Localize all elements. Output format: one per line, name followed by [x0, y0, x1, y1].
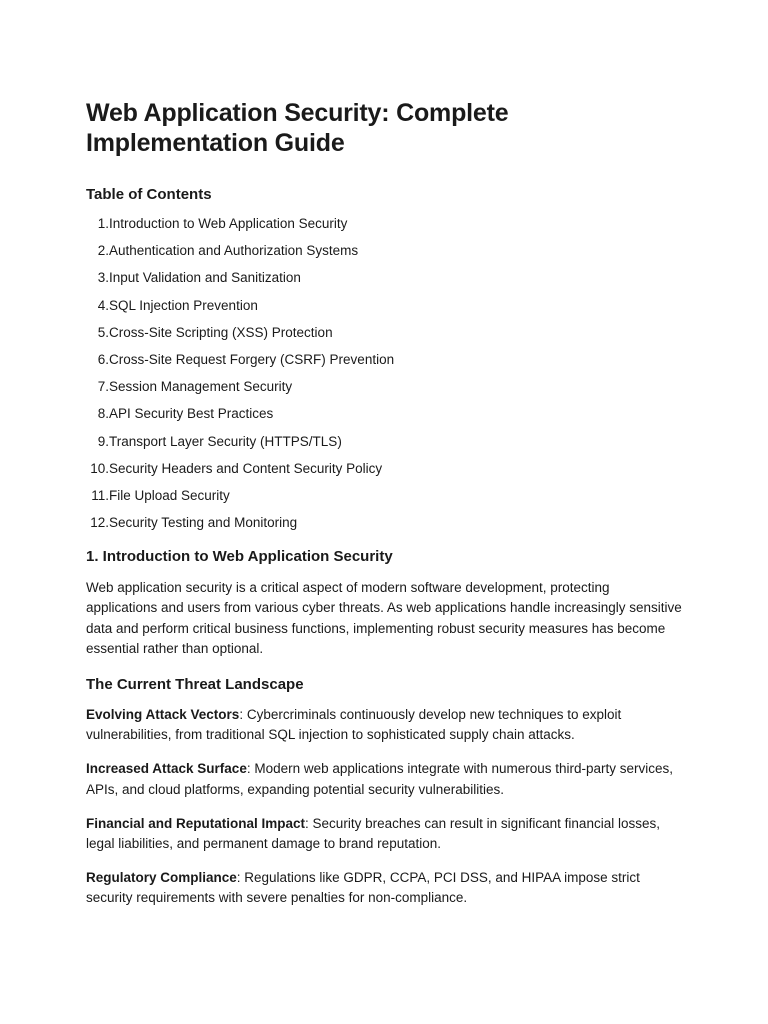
page-title: Web Application Security: Complete Implementation Guide [86, 99, 509, 157]
toc-item [86, 433, 682, 451]
threat-item-text: : Modern web applications integrate with numerous third-party services, APIs, and cloud platforms, expanding potential security vulnerabilities. [86, 761, 674, 797]
threat-item-text: : Cybercriminals continuously develop new techniques to exploit vulnerabilities, from traditional SQL injection to sophisticated supply chain attacks. [86, 706, 622, 743]
toc-item-number: 4. [97, 297, 109, 313]
toc-item-label: SQL Injection Prevention [109, 297, 258, 313]
toc-item-label: Transport Layer Security (HTTPS/TLS) [109, 433, 342, 449]
toc-item [86, 215, 682, 233]
threat-item-term: Regulatory Compliance [86, 869, 237, 885]
toc-heading: Table of Contents [86, 186, 212, 203]
section-heading: 1. Introduction to Web Application Security [86, 548, 393, 566]
toc-item [86, 487, 682, 505]
toc-item-number: 10. [90, 460, 109, 476]
toc-item [86, 297, 682, 315]
toc-item-number: 12. [90, 515, 109, 531]
toc-item [86, 514, 682, 532]
toc-item-label: Authentication and Authorization Systems [109, 243, 359, 259]
toc-item-label: Security Headers and Content Security Policy [109, 460, 383, 476]
toc-item-label: File Upload Security [109, 487, 230, 503]
toc-item-number: 5. [97, 324, 109, 340]
toc-item-number: 6. [97, 351, 109, 367]
threat-item [86, 868, 682, 909]
toc-item [86, 460, 682, 478]
toc-item-label: Cross-Site Scripting (XSS) Protection [109, 324, 333, 340]
toc-item [86, 351, 682, 369]
toc-item-number: 11. [91, 487, 109, 503]
threat-item [86, 705, 682, 746]
table-of-contents [86, 215, 682, 532]
toc-item-label: Session Management Security [109, 379, 293, 395]
threat-item-term: Increased Attack Surface [86, 761, 247, 777]
threat-item-term: Evolving Attack Vectors [86, 706, 240, 722]
threat-item-text: : Security breaches can result in significant financial losses, legal liabilities, and permanent damage to brand reputation. [86, 815, 660, 851]
toc-item-number: 8. [97, 406, 109, 422]
toc-item [86, 378, 682, 396]
toc-item [86, 324, 682, 342]
toc-item-number: 7. [97, 379, 109, 395]
toc-item-label: Cross-Site Request Forgery (CSRF) Prevention [109, 351, 395, 367]
toc-item-label: Input Validation and Sanitization [109, 270, 301, 286]
toc-item [86, 242, 682, 260]
toc-item-number: 1. [97, 216, 109, 231]
toc-item-label: Security Testing and Monitoring [109, 515, 298, 531]
toc-item-label: Introduction to Web Application Security [109, 216, 348, 231]
toc-item-label: API Security Best Practices [109, 406, 274, 422]
toc-item [86, 405, 682, 423]
intro-paragraph: Web application security is a critical aspect of modern software development, protecting applications and users from various cyber threats. As web applications handle increasingly sensitive data and perform critical business functions, implementing robust security measures has become essential rather than optional. [86, 580, 682, 657]
subsection-heading: The Current Threat Landscape [86, 675, 304, 693]
threat-item [86, 814, 682, 855]
threat-item [86, 759, 682, 800]
toc-item-number: 9. [97, 433, 109, 449]
toc-item-number: 2. [97, 243, 109, 259]
threat-item-term: Financial and Reputational Impact [86, 815, 306, 831]
toc-item [86, 269, 682, 287]
threat-item-text: : Regulations like GDPR, CCPA, PCI DSS, and HIPAA impose strict security requirements with severe penalties for non-compliance. [86, 869, 640, 906]
toc-item-number: 3. [97, 270, 109, 286]
